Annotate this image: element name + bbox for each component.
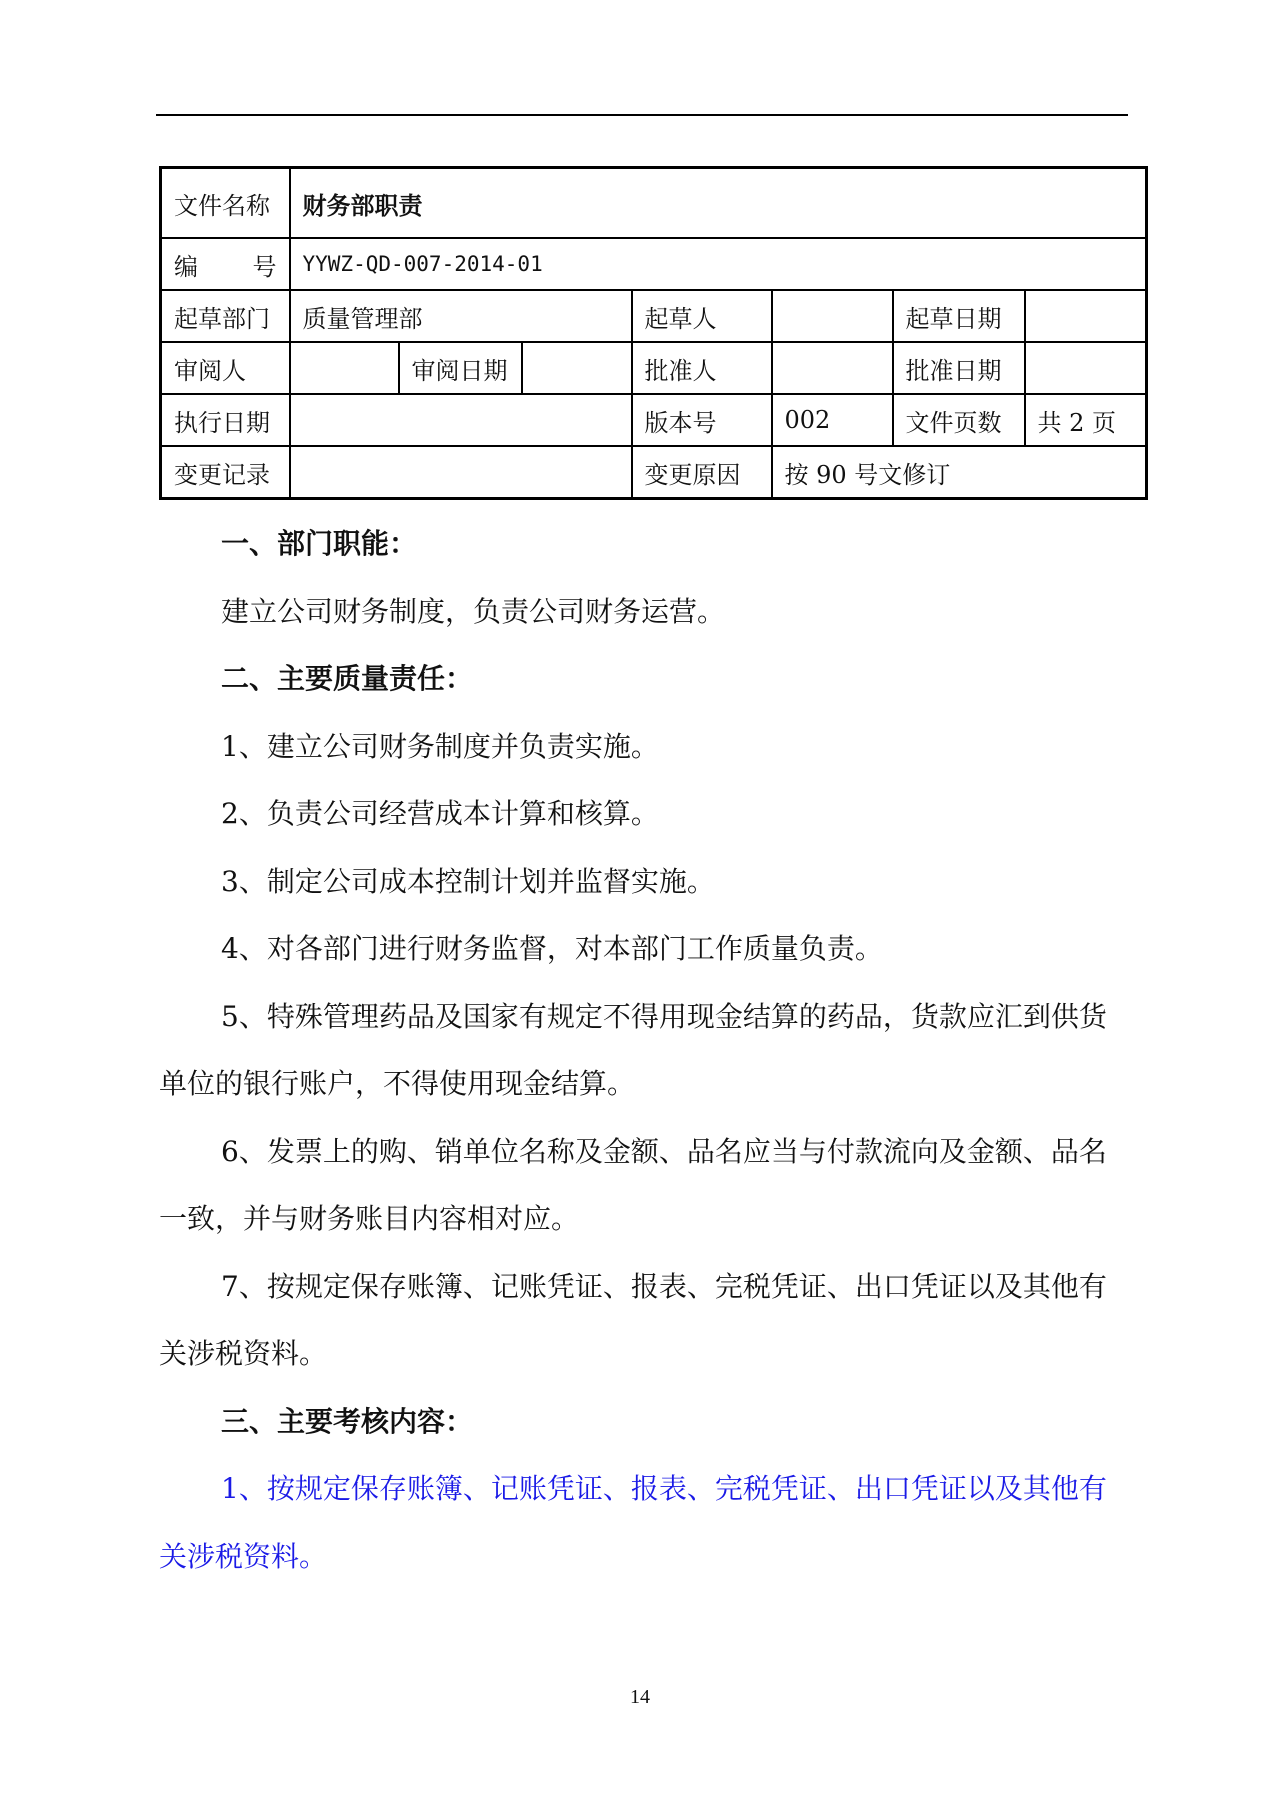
page-number: 14 [630, 1686, 650, 1708]
number-label-a: 编 [174, 252, 198, 281]
duty-item: 1、建立公司财务制度并负责实施。 [221, 729, 659, 763]
change-record-label: 变更记录 [161, 446, 290, 499]
duty-item: 4、对各部门进行财务监督，对本部门工作质量负责。 [221, 932, 883, 965]
header-rule [156, 114, 1128, 116]
file-name-label: 文件名称 [161, 168, 290, 239]
duty-item: 6、发票上的购、销单位名称及金额、品名应当与付款流向及金额、品名一致，并与财务账目内容相对应。 [159, 1134, 1107, 1235]
exec-date-label: 执行日期 [161, 394, 290, 446]
section2-heading: 二、主要质量责任： [221, 662, 474, 695]
approve-date-label: 批准日期 [893, 342, 1025, 394]
duty-item: 2、负责公司经营成本计算和核算。 [221, 797, 659, 830]
document-body [159, 510, 1131, 1590]
approver-label: 批准人 [632, 342, 772, 394]
number-value: YYWZ-QD-007-2014-01 [290, 238, 1147, 290]
document-info-table [159, 166, 1148, 500]
reviewer-value [290, 342, 399, 394]
approve-date-value [1025, 342, 1147, 394]
version-value: 002 [772, 394, 893, 446]
exec-date-value [290, 394, 632, 446]
number-label [161, 238, 290, 290]
change-reason-label: 变更原因 [632, 446, 772, 499]
drafter-value [772, 290, 893, 342]
draft-dept-label: 起草部门 [161, 290, 290, 342]
change-reason-value: 按 90 号文修订 [772, 446, 1147, 499]
number-label-b: 号 [252, 252, 277, 281]
version-label: 版本号 [632, 394, 772, 446]
review-date-value [522, 342, 632, 394]
duty-item: 3、制定公司成本控制计划并监督实施。 [221, 864, 715, 898]
approver-value [772, 342, 893, 394]
draft-date-value [1025, 290, 1147, 342]
duty-item: 5、特殊管理药品及国家有规定不得用现金结算的药品，货款应汇到供货单位的银行账户，不得使用现金结算。 [159, 999, 1107, 1100]
draft-date-label: 起草日期 [893, 290, 1025, 342]
file-name-value: 财务部职责 [290, 168, 1147, 239]
page-count-value: 共 2 页 [1025, 394, 1147, 446]
change-record-value [290, 446, 632, 499]
assessment-item: 1、按规定保存账簿、记账凭证、报表、完税凭证、出口凭证以及其他有关涉税资料。 [159, 1472, 1107, 1573]
section1-heading: 一、部门职能： [221, 527, 418, 560]
page-count-label: 文件页数 [893, 394, 1025, 446]
reviewer-label: 审阅人 [161, 342, 290, 394]
review-date-label: 审阅日期 [399, 342, 522, 394]
duty-item: 7、按规定保存账簿、记账凭证、报表、完税凭证、出口凭证以及其他有关涉税资料。 [159, 1269, 1107, 1370]
section1-text: 建立公司财务制度，负责公司财务运营。 [221, 594, 726, 628]
draft-dept-value: 质量管理部 [290, 290, 632, 342]
section3-heading: 三、主要考核内容： [221, 1404, 474, 1438]
drafter-label: 起草人 [632, 290, 772, 342]
